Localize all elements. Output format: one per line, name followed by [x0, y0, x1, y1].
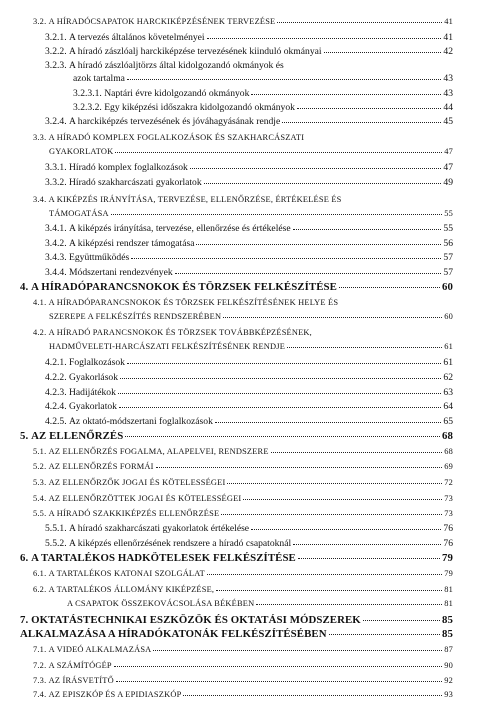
entry-title: A híradó zászlóaljtörzs által kidolgozandó okmányok és [69, 60, 284, 71]
entry-page-number: 57 [443, 252, 453, 263]
dot-leader [125, 436, 440, 437]
toc-entry [33, 660, 453, 672]
entry-page-number: 87 [444, 645, 453, 654]
dot-leader [271, 452, 443, 453]
entry-number: 3.2.1. [45, 32, 67, 43]
entry-number: 3.2. [33, 17, 47, 26]
chapter-number: 7. [20, 614, 29, 626]
dot-leader [183, 695, 442, 696]
entry-title: Hadijátékok [69, 387, 116, 398]
entry-number: 3.2.3. [45, 60, 67, 71]
dot-leader [243, 499, 442, 500]
toc-entry [33, 461, 453, 473]
entry-number: 4.1. [33, 298, 47, 307]
entry-number: 3.4.4. [45, 267, 67, 278]
entry-title: A VIDEÓ ALKALMAZÁSA [48, 645, 152, 654]
entry-number: 3.2.4. [45, 116, 67, 127]
toc-entry [73, 102, 453, 114]
entry-title: GYAKORLATOK [49, 147, 114, 156]
toc-entry [33, 689, 453, 701]
entry-title: Módszertani rendezvények [69, 267, 173, 278]
entry-title: A HÍRADÓPARANCSNOKOK ÉS TÖRZSEK FELKÉSZÍTÉSÉNEK HELYE ÉS [48, 298, 339, 307]
entry-page-number: 44 [443, 102, 453, 113]
entry-page-number: 76 [443, 538, 453, 549]
dot-leader [293, 229, 442, 230]
chapter-title: OKTATÁSTECHNIKAI ESZKÖZÖK ÉS OKTATÁSI MÓDSZEREK [31, 614, 361, 626]
toc-entry [33, 477, 453, 489]
entry-number: 6.2. [33, 585, 47, 594]
entry-page-number: 79 [442, 552, 453, 564]
dot-leader [221, 514, 442, 515]
entry-title: Együttműködés [69, 252, 130, 263]
entry-page-number: 60 [444, 312, 453, 321]
chapter-number: 6. [20, 552, 29, 564]
entry-page-number: 72 [444, 478, 453, 487]
dot-leader [175, 273, 442, 274]
entry-title: A CSAPATOK ÖSSZEKOVÁCSOLÁSA BÉKÉBEN [67, 599, 255, 608]
entry-title: A harckiképzés tervezésének és jóváhagyásának rendje [69, 116, 281, 127]
entry-title: A KIKÉPZÉS IRÁNYÍTÁSA, TERVEZÉSE, ELLENŐRZÉSE, ÉRTÉKELÉSE ÉS [48, 195, 342, 204]
entry-page-number: 60 [442, 281, 453, 293]
toc-entry [33, 446, 453, 458]
entry-title: A TARTALÉKOS ÁLLOMÁNY KIKÉPZÉSE, [48, 585, 215, 594]
dot-leader [190, 168, 442, 169]
entry-title: azok tartalma [73, 73, 125, 84]
dot-leader [282, 122, 441, 123]
chapter-number: 4. [20, 281, 29, 293]
toc-entry [73, 88, 453, 100]
entry-number: 7.1. [33, 645, 47, 654]
entry-number: 3.4. [33, 195, 47, 204]
entry-title: AZ ELLENŐRZÉS FORMÁI [48, 462, 154, 471]
toc-chapter [20, 430, 453, 442]
dot-leader [127, 363, 441, 364]
entry-title: A tervezés általános követelményei [69, 32, 205, 43]
toc-entry [45, 252, 453, 264]
entry-title: AZ ELLENŐRZŐK JOGAI ÉS KÖTELESSÉGEI [48, 478, 226, 487]
entry-page-number: 92 [444, 676, 453, 685]
toc-entry [45, 538, 453, 550]
entry-number: 3.2.3.1. [73, 88, 102, 99]
dot-leader [339, 287, 440, 288]
dot-leader [119, 407, 441, 408]
toc-entry [33, 584, 453, 596]
entry-number: 5.1. [33, 447, 47, 456]
entry-number: 3.3.1. [45, 162, 67, 173]
dot-leader [216, 590, 442, 591]
dot-leader [207, 574, 442, 575]
entry-page-number: 79 [444, 569, 453, 578]
entry-number: 3.3.2. [45, 177, 67, 188]
toc-entry [33, 644, 453, 656]
entry-number: 4.2.1. [45, 357, 67, 368]
dot-leader [115, 152, 442, 153]
dot-leader [277, 22, 442, 23]
entry-page-number: 49 [443, 177, 453, 188]
entry-page-number: 47 [443, 162, 453, 173]
toc-entry [45, 223, 453, 235]
dot-leader [153, 650, 442, 651]
toc-entry [33, 568, 453, 580]
entry-title: Az oktató-módszertani foglalkozások [69, 416, 213, 427]
entry-number: 4.2.4. [45, 401, 67, 412]
entry-title: Gyakorlások [69, 372, 119, 383]
toc-chapter [20, 552, 453, 564]
entry-title: Egy kiképzési időszakra kidolgozandó okmányok [104, 102, 295, 113]
entry-title: AZ EPISZKÓP ÉS A EPIDIASZKÓP [48, 690, 182, 699]
toc-entry [45, 357, 453, 369]
entry-page-number: 42 [443, 46, 453, 57]
toc-entry [45, 372, 453, 384]
dot-leader [298, 558, 440, 559]
toc-entry [33, 132, 453, 144]
entry-page-number: 41 [443, 32, 453, 43]
dot-leader [207, 38, 442, 39]
chapter-title: ALKALMAZÁSA A HÍRADÓKATONÁK FELKÉSZÍTÉSÉBEN [20, 628, 327, 640]
entry-number: 3.2.2. [45, 46, 67, 57]
entry-title: A HÍRADÓCSAPATOK HARCKIKÉPZÉSÉNEK TERVEZÉSE [48, 17, 276, 26]
entry-page-number: 64 [443, 401, 453, 412]
entry-page-number: 68 [444, 447, 453, 456]
toc-entry [45, 416, 453, 428]
dot-leader [227, 483, 442, 484]
toc-entry [45, 46, 453, 58]
toc-entry-continuation [49, 341, 453, 353]
entry-title: Gyakorlatok [69, 401, 117, 412]
toc-entry [45, 116, 453, 128]
entry-page-number: 76 [443, 523, 453, 534]
entry-title: SZEREPE A FELKÉSZÍTÉS RENDSZERÉBEN [49, 312, 222, 321]
entry-title: A HÍRADÓ SZAKKIKÉPZÉS ELLENŐRZÉSE [48, 509, 220, 518]
entry-number: 7.3. [33, 676, 47, 685]
dot-leader [256, 604, 442, 605]
toc-chapter [20, 614, 453, 626]
entry-title: A kiképzés ellenőrzésének rendszere a híradó csapatoknál [69, 538, 292, 549]
entry-page-number: 93 [444, 690, 453, 699]
entry-page-number: 73 [444, 494, 453, 503]
entry-title: AZ ELLENŐRZÖTTEK JOGAI ÉS KÖTELESSÉGEI [48, 494, 242, 503]
dot-leader [293, 544, 441, 545]
entry-number: 5.5.2. [45, 538, 67, 549]
dot-leader [297, 108, 441, 109]
toc-chapter-continuation [20, 628, 453, 640]
entry-page-number: 65 [443, 416, 453, 427]
dot-leader [120, 378, 441, 379]
toc-entry [45, 387, 453, 399]
toc-entry [45, 238, 453, 250]
dot-leader [111, 214, 443, 215]
entry-number: 4.2. [33, 328, 47, 337]
entry-number: 6.1. [33, 569, 47, 578]
dot-leader [363, 620, 440, 621]
entry-page-number: 56 [443, 238, 453, 249]
toc-entry [45, 60, 453, 72]
entry-number: 7.2. [33, 661, 47, 670]
entry-page-number: 43 [443, 73, 453, 84]
entry-title: A híradó zászlóalj harckiképzése tervezésének kiinduló okmányai [69, 46, 322, 57]
dot-leader [196, 244, 441, 245]
entry-title: A SZÁMÍTÓGÉP [48, 661, 112, 670]
dot-leader [329, 634, 440, 635]
toc-entry-continuation [49, 208, 453, 220]
dot-leader [287, 347, 442, 348]
entry-title: A TARTALÉKOS KATONAI SZOLGÁLAT [48, 569, 205, 578]
dot-leader [116, 681, 442, 682]
entry-page-number: 41 [444, 17, 453, 26]
toc-entry [45, 177, 453, 189]
chapter-number: 5. [20, 430, 29, 442]
entry-title: A kiképzési rendszer támogatása [69, 238, 195, 249]
dot-leader [251, 529, 441, 530]
toc-chapter [20, 281, 453, 293]
entry-title: Híradó szakharcászati gyakorlatok [69, 177, 202, 188]
dot-leader [324, 52, 442, 53]
toc-entry-continuation [49, 146, 453, 158]
entry-number: 3.2.3.2. [73, 102, 102, 113]
entry-number: 7.4. [33, 690, 47, 699]
entry-page-number: 62 [443, 372, 453, 383]
entry-number: 5.4. [33, 494, 47, 503]
entry-page-number: 68 [442, 430, 453, 442]
entry-number: 3.4.3. [45, 252, 67, 263]
entry-title: HADMŰVELETI-HARCÁSZATI FELKÉSZÍTÉSÉNEK RENDJE [49, 342, 286, 351]
toc-entry-continuation [73, 73, 453, 85]
entry-number: 5.2. [33, 462, 47, 471]
entry-page-number: 43 [443, 88, 453, 99]
chapter-title: A TARTALÉKOS HADKÖTELESEK FELKÉSZÍTÉSE [31, 552, 296, 564]
entry-number: 3.4.1. [45, 223, 67, 234]
entry-page-number: 85 [442, 614, 453, 626]
toc-entry [45, 523, 453, 535]
entry-title: Foglalkozások [69, 357, 125, 368]
entry-title: AZ ELLENŐRZÉS FOGALMA, ALAPELVEI, RENDSZERE [48, 447, 269, 456]
entry-number: 5.5.1. [45, 523, 67, 534]
entry-title: AZ ÍRÁSVETÍTŐ [48, 676, 114, 685]
entry-number: 5.3. [33, 478, 47, 487]
dot-leader [114, 666, 442, 667]
toc-entry [33, 327, 453, 339]
entry-number: 5.5. [33, 509, 47, 518]
entry-page-number: 57 [443, 267, 453, 278]
entry-page-number: 85 [442, 628, 453, 640]
entry-number: 4.2.2. [45, 372, 67, 383]
dot-leader [156, 467, 443, 468]
entry-number: 3.4.2. [45, 238, 67, 249]
entry-page-number: 61 [444, 342, 453, 351]
entry-title: Naptári évre kidolgozandó okmányok [104, 88, 250, 99]
entry-title: TÁMOGATÁSA [49, 209, 109, 218]
entry-page-number: 45 [443, 116, 453, 127]
entry-title: A HÍRADÓ PARANCSNOKOK ÉS TÖRZSEK TOVÁBBKÉPZÉSÉNEK, [48, 328, 312, 337]
entry-number: 4.2.3. [45, 387, 67, 398]
toc-entry [33, 508, 453, 520]
toc-entry-continuation [67, 598, 453, 610]
entry-page-number: 81 [444, 599, 453, 608]
dot-leader [127, 79, 441, 80]
entry-title: Híradó komplex foglalkozások [69, 162, 188, 173]
dot-leader [118, 393, 442, 394]
dot-leader [204, 183, 442, 184]
entry-page-number: 90 [444, 661, 453, 670]
toc-entry [33, 16, 453, 28]
entry-page-number: 61 [443, 357, 453, 368]
entry-number: 3.3. [33, 133, 47, 142]
entry-page-number: 47 [444, 147, 453, 156]
toc-entry [33, 493, 453, 505]
entry-page-number: 81 [444, 585, 453, 594]
toc-entry [33, 675, 453, 687]
dot-leader [223, 317, 442, 318]
chapter-title: A HÍRADÓPARANCSNOKOK ÉS TÖRZSEK FELKÉSZÍTÉSE [31, 281, 337, 293]
entry-title: A kiképzés irányítása, tervezése, ellenőrzése és értékelése [69, 223, 291, 234]
entry-page-number: 55 [444, 209, 453, 218]
entry-number: 4.2.5. [45, 416, 67, 427]
toc-entry [33, 194, 453, 206]
entry-page-number: 55 [443, 223, 453, 234]
toc-entry [45, 162, 453, 174]
toc-entry [33, 297, 453, 309]
toc-entry [45, 32, 453, 44]
entry-page-number: 73 [444, 509, 453, 518]
entry-title: A HÍRADÓ KOMPLEX FOGLALKOZÁSOK ÉS SZAKHARCÁSZATI [48, 133, 305, 142]
entry-page-number: 69 [444, 462, 453, 471]
dot-leader [215, 422, 442, 423]
entry-page-number: 63 [443, 387, 453, 398]
toc-entry-continuation [49, 311, 453, 323]
dot-leader [131, 258, 441, 259]
toc-entry [45, 267, 453, 279]
chapter-title: AZ ELLENŐRZÉS [31, 430, 124, 442]
entry-title: A híradó szakharcászati gyakorlatok értékelése [69, 523, 250, 534]
toc-entry [45, 401, 453, 413]
dot-leader [251, 94, 441, 95]
